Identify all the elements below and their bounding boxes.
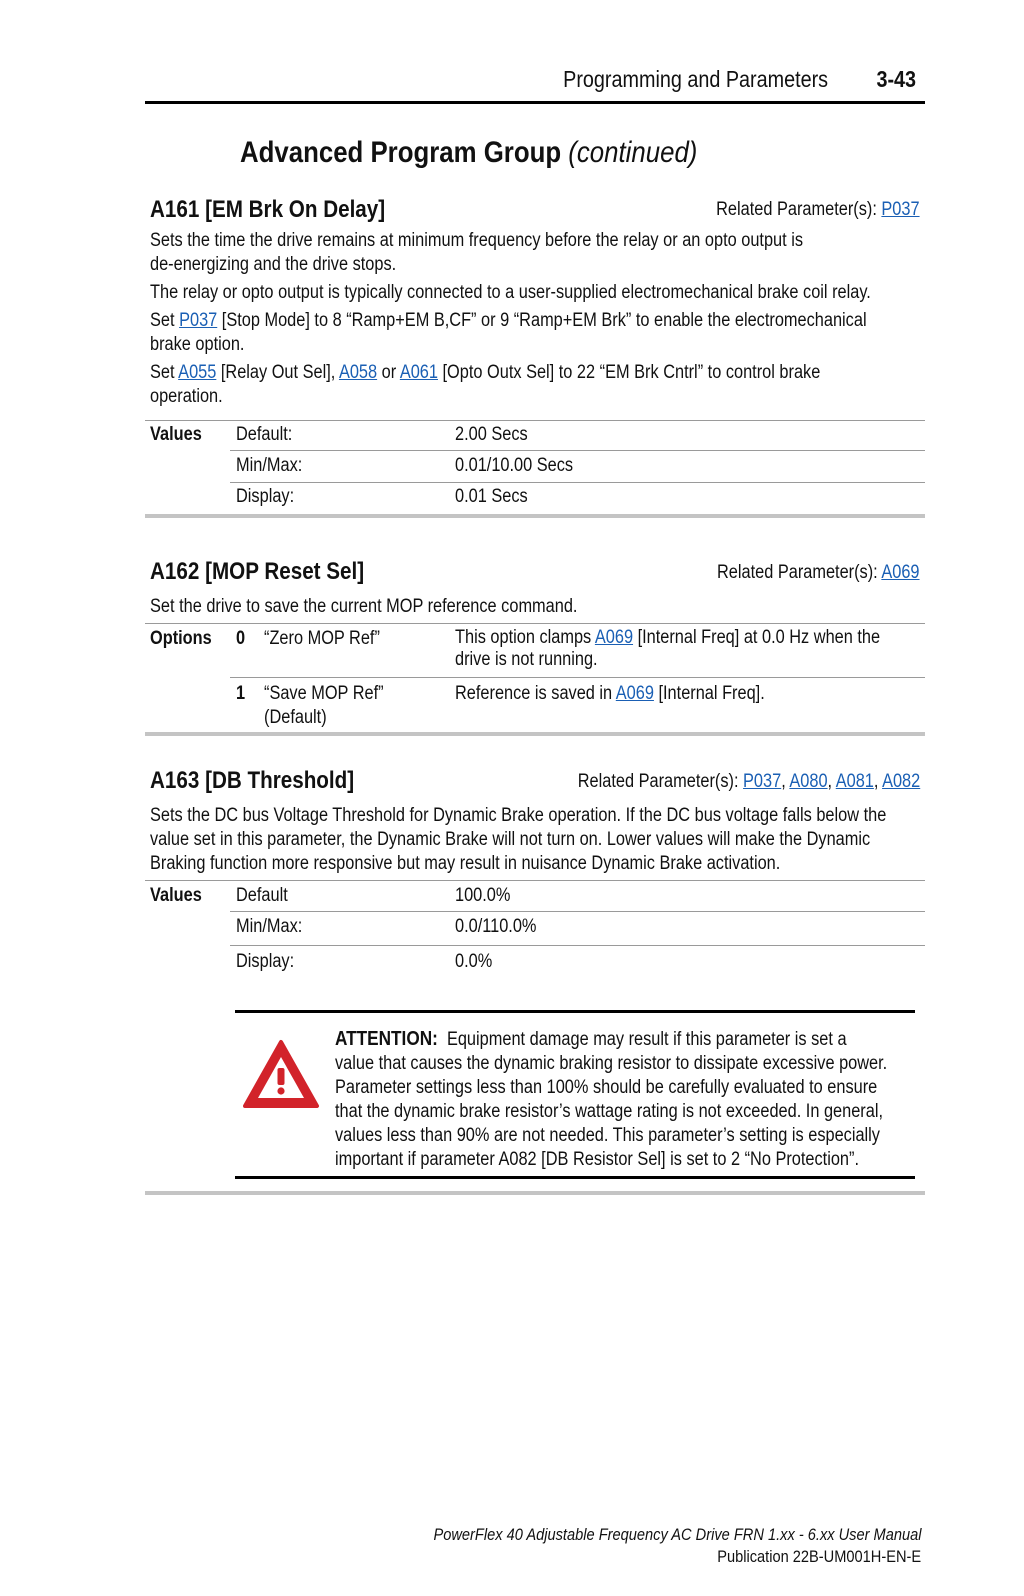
a162-option-1-name: “Save MOP Ref” (Default) — [264, 683, 384, 728]
a161-section-end-rule — [145, 514, 925, 518]
a162-table-top-rule — [145, 623, 925, 624]
a161-table-top-rule — [145, 420, 925, 421]
a161-row-rule — [230, 450, 925, 451]
a163-display-label: Display: — [236, 951, 295, 972]
group-title — [240, 136, 772, 170]
a161-values-label: Values — [150, 424, 202, 445]
a162-description: Set the drive to save the current MOP reference command. — [150, 596, 578, 617]
link-a058[interactable]: A058 — [338, 362, 378, 383]
a162-title: A162 [MOP Reset Sel] — [150, 558, 365, 585]
a161-description-4: Set A055 [Relay Out Sel], A058 or A061 [Opto Outx Sel] to 22 “EM Brk Cntrl” to control brake operation. — [150, 362, 821, 407]
link-a069[interactable]: A069 — [615, 683, 654, 704]
attention-label: ATTENTION: — [335, 1028, 438, 1050]
warning-triangle-icon — [241, 1038, 321, 1110]
a163-title: A163 [DB Threshold] — [150, 767, 355, 794]
a163-display-value: 0.0% — [455, 951, 493, 972]
a162-option-1-description: Reference is saved in A069 [Internal Freq]. — [455, 683, 765, 704]
a161-minmax-label: Min/Max: — [236, 455, 303, 476]
link-p037[interactable]: P037 — [881, 199, 920, 220]
a163-minmax-value: 0.0/110.0% — [455, 916, 537, 937]
a163-related: Related Parameter(s): P037, A080, A081, A082 — [577, 771, 920, 792]
a162-option-0-number: 0 — [236, 628, 246, 649]
a161-title: A161 [EM Brk On Delay] — [150, 196, 386, 223]
link-a069[interactable]: A069 — [881, 562, 920, 583]
link-a069[interactable]: A069 — [594, 627, 634, 648]
attention-text: ATTENTION: Equipment damage may result if this parameter is set a value that causes the dynamic braking resistor to dissipate excessive power. Parameter settings less than 100% should be carefully evaluated to ensure that the dynamic brake resistor’s wattage rating is not exceeded. In general, values less than 90% are not needed. This parameter’s setting is especially important if parameter A082 [DB Resistor Sel] is set to 2 “No Protection”. — [335, 1028, 888, 1170]
a161-minmax-value: 0.01/10.00 Secs — [455, 455, 574, 476]
a161-description-1: Sets the time the drive remains at minimum frequency before the relay or an opto output is de-energizing and the drive stops. — [150, 230, 804, 275]
link-a061[interactable]: A061 — [399, 362, 438, 383]
running-header — [560, 66, 920, 96]
a163-default-label: Default — [236, 885, 288, 906]
a162-option-0-description: This option clamps A069 [Internal Freq] at 0.0 Hz when the drive is not running. — [455, 627, 881, 670]
a161-default-value: 2.00 Secs — [455, 424, 528, 445]
a161-display-label: Display: — [236, 486, 295, 507]
a162-row-rule — [230, 677, 925, 678]
a161-related: Related Parameter(s): P037 — [716, 199, 920, 220]
a163-minmax-label: Min/Max: — [236, 916, 303, 937]
link-a081[interactable]: A081 — [835, 771, 874, 792]
link-a082[interactable]: A082 — [881, 771, 920, 792]
header-section-title: Programming and Parameters — [563, 66, 828, 92]
a162-related: Related Parameter(s): A069 — [717, 562, 920, 583]
a161-row-rule — [230, 482, 925, 483]
link-p037[interactable]: P037 — [179, 310, 218, 331]
a163-values-label: Values — [150, 885, 202, 906]
link-a080[interactable]: A080 — [789, 771, 828, 792]
link-a055[interactable]: A055 — [178, 362, 217, 383]
a163-section-end-rule — [145, 1191, 925, 1195]
a161-default-label: Default: — [236, 424, 293, 445]
attention-bottom-rule — [235, 1176, 915, 1179]
link-p037[interactable]: P037 — [742, 771, 781, 792]
a161-display-value: 0.01 Secs — [455, 486, 528, 507]
a162-section-end-rule — [145, 732, 925, 736]
attention-top-rule — [235, 1010, 915, 1013]
group-title-main: Advanced Program Group — [240, 136, 562, 169]
footer-publication: Publication 22B-UM001H-EN-E — [717, 1547, 921, 1566]
a163-row-rule — [230, 945, 925, 946]
header-rule — [145, 101, 925, 104]
a161-description-2: The relay or opto output is typically connected to a user-supplied electromechanical brake coil relay. — [150, 282, 871, 303]
a161-description-3: Set P037 [Stop Mode] to 8 “Ramp+EM B,CF” or 9 “Ramp+EM Brk” to enable the electromechanical brake option. — [150, 310, 867, 355]
a163-row-rule — [230, 911, 925, 912]
footer-manual-title: PowerFlex 40 Adjustable Frequency AC Drive FRN 1.xx - 6.xx User Manual — [432, 1525, 921, 1544]
a163-description: Sets the DC bus Voltage Threshold for Dynamic Brake operation. If the DC bus voltage falls below the value set in this parameter, the Dynamic Brake will not turn on. Lower values will make the Dynamic Braking function more responsive but may result in nuisance Dynamic Brake activation. — [150, 805, 887, 874]
a162-option-0-name: “Zero MOP Ref” — [264, 628, 380, 649]
a162-options-label: Options — [150, 628, 212, 649]
a163-table-top-rule — [145, 880, 925, 881]
a162-option-1-number: 1 — [236, 683, 246, 704]
group-title-continued: (continued) — [568, 136, 698, 169]
a163-default-value: 100.0% — [455, 885, 511, 906]
page-number: 3-43 — [876, 66, 916, 92]
